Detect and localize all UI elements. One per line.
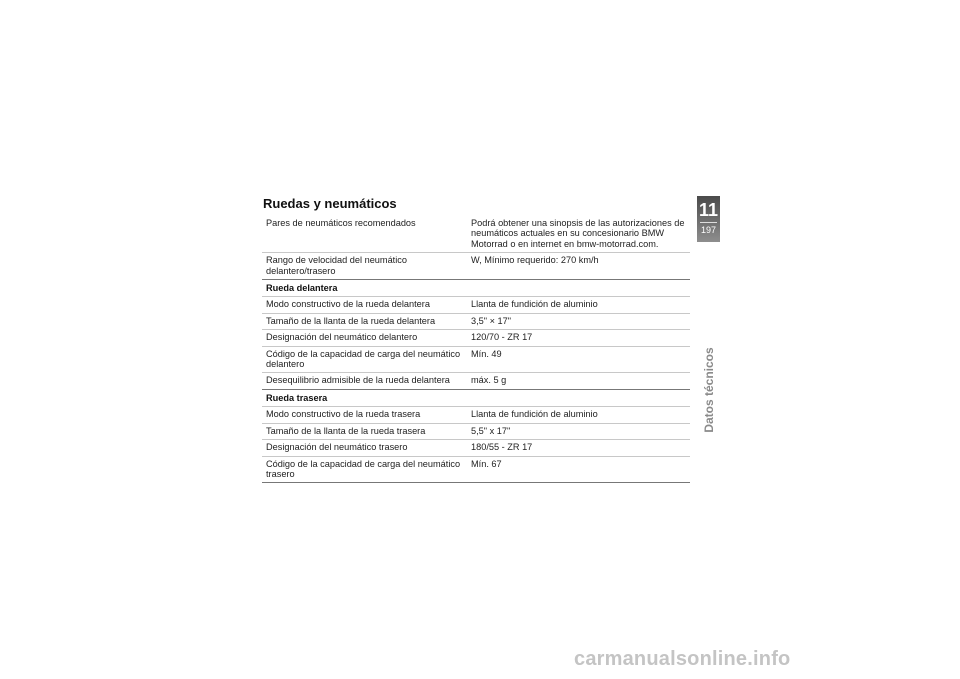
- spec-label: Tamaño de la llanta de la rueda trasera: [262, 423, 467, 439]
- chapter-tab: [697, 196, 720, 242]
- table-row: [262, 440, 690, 456]
- table-row: [262, 407, 690, 423]
- spec-label: Modo constructivo de la rueda delantera: [262, 297, 467, 313]
- chapter-side-label: [699, 340, 719, 440]
- spec-label: Código de la capacidad de carga del neumático delantero: [262, 346, 467, 373]
- page-title: Ruedas y neumáticos: [263, 196, 397, 211]
- section-heading-front: [262, 280, 690, 297]
- watermark: carmanualsonline.info: [574, 648, 791, 670]
- spec-table: [262, 216, 690, 483]
- spec-value: W, Mínimo requerido: 270 km/h: [467, 253, 690, 280]
- table-row: [262, 456, 690, 483]
- spec-value: Llanta de fundición de aluminio: [467, 297, 690, 313]
- spec-label: Designación del neumático trasero: [262, 440, 467, 456]
- spec-value: 5,5" x 17": [467, 423, 690, 439]
- section-heading: Rueda delantera: [262, 280, 690, 297]
- table-row: [262, 423, 690, 439]
- spec-value: Mín. 67: [467, 456, 690, 483]
- table-row: [262, 346, 690, 373]
- spec-value: 180/55 - ZR 17: [467, 440, 690, 456]
- spec-label: Pares de neumáticos recomendados: [262, 216, 467, 253]
- table-row: [262, 216, 690, 253]
- section-heading: Rueda trasera: [262, 389, 690, 406]
- tab-divider: [700, 222, 717, 223]
- table-row: [262, 330, 690, 346]
- spec-value: Llanta de fundición de aluminio: [467, 407, 690, 423]
- spec-value: Podrá obtener una sinopsis de las autorizaciones de neumáticos actuales en su concesionario BMW Motorrad o en internet en bmw-motorrad.com.: [467, 216, 690, 253]
- spec-label: Desequilibrio admisible de la rueda delantera: [262, 373, 467, 389]
- table-row: [262, 313, 690, 329]
- table-row: [262, 253, 690, 280]
- spec-value: 3,5" × 17": [467, 313, 690, 329]
- spec-label: Código de la capacidad de carga del neumático trasero: [262, 456, 467, 483]
- table-row: [262, 373, 690, 389]
- spec-value: máx. 5 g: [467, 373, 690, 389]
- page-number: 197: [700, 225, 717, 235]
- section-heading-rear: [262, 389, 690, 406]
- chapter-name: Datos técnicos: [702, 347, 716, 433]
- spec-label: Tamaño de la llanta de la rueda delantera: [262, 313, 467, 329]
- spec-value: Mín. 49: [467, 346, 690, 373]
- spec-label: Designación del neumático delantero: [262, 330, 467, 346]
- chapter-number: 11: [698, 200, 719, 220]
- table-row: [262, 297, 690, 313]
- spec-label: Rango de velocidad del neumático delantero/trasero: [262, 253, 467, 280]
- spec-value: 120/70 - ZR 17: [467, 330, 690, 346]
- spec-label: Modo constructivo de la rueda trasera: [262, 407, 467, 423]
